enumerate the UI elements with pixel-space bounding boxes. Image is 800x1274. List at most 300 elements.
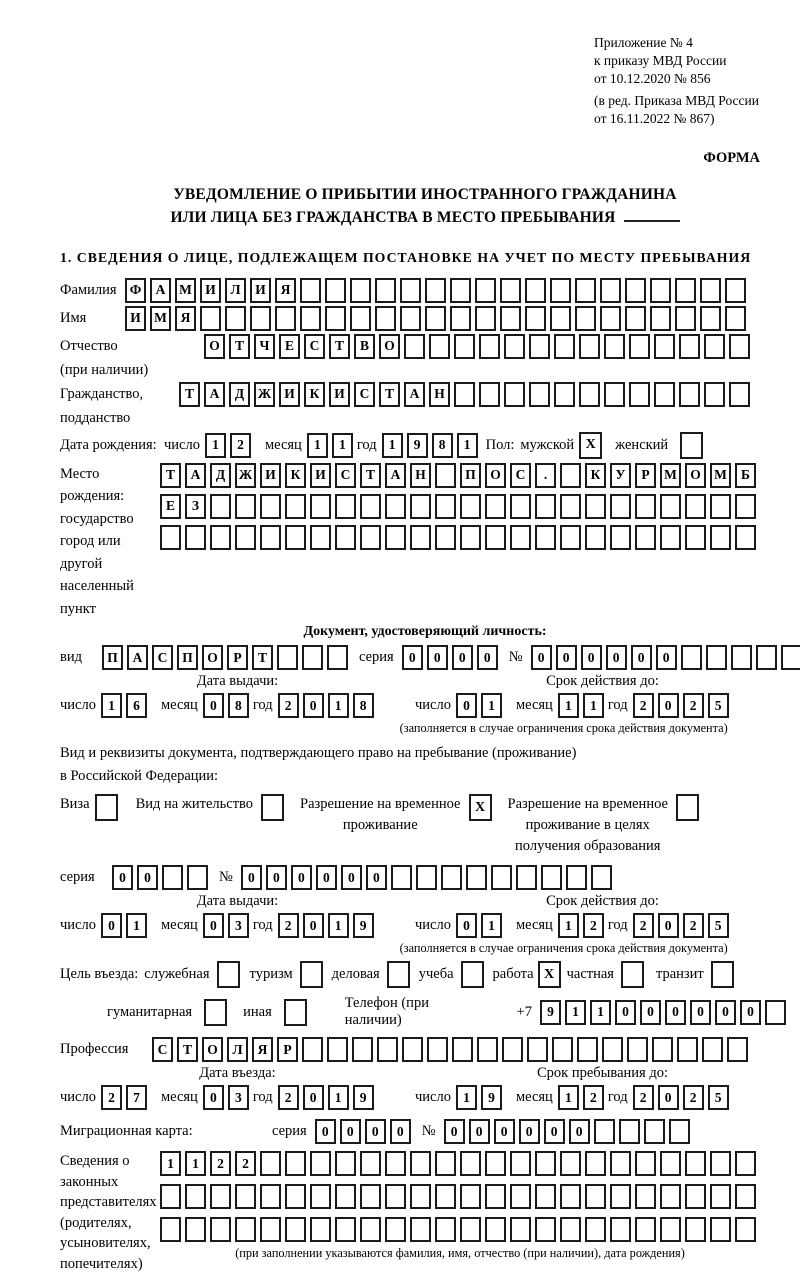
char-box[interactable]: Д	[210, 463, 231, 488]
char-box[interactable]	[704, 334, 725, 359]
char-box[interactable]: 2	[235, 1151, 256, 1176]
char-box[interactable]: 0	[456, 693, 477, 718]
char-box[interactable]	[485, 1217, 506, 1242]
char-box[interactable]	[660, 1217, 681, 1242]
char-box[interactable]: З	[185, 494, 206, 519]
char-box[interactable]: 1	[307, 433, 328, 458]
char-box[interactable]: 7	[126, 1085, 147, 1110]
char-box[interactable]	[560, 1184, 581, 1209]
purpose-tourism-checkbox[interactable]	[300, 961, 323, 988]
char-box[interactable]: Л	[225, 278, 246, 303]
char-box[interactable]: 2	[210, 1151, 231, 1176]
char-box[interactable]	[260, 1217, 281, 1242]
char-box[interactable]	[391, 865, 412, 890]
char-box[interactable]	[450, 306, 471, 331]
char-box[interactable]: О	[202, 1037, 223, 1062]
char-box[interactable]: 1	[481, 693, 502, 718]
char-box[interactable]	[425, 306, 446, 331]
char-box[interactable]	[400, 306, 421, 331]
char-box[interactable]	[160, 525, 181, 550]
char-box[interactable]	[652, 1037, 673, 1062]
char-box[interactable]: 0	[316, 865, 337, 890]
char-box[interactable]	[352, 1037, 373, 1062]
char-box[interactable]	[225, 306, 246, 331]
char-box[interactable]	[502, 1037, 523, 1062]
char-box[interactable]: 8	[353, 693, 374, 718]
char-box[interactable]	[535, 525, 556, 550]
char-box[interactable]: 0	[341, 865, 362, 890]
char-box[interactable]	[635, 525, 656, 550]
purpose-official-checkbox[interactable]	[217, 961, 240, 988]
char-box[interactable]	[604, 382, 625, 407]
char-box[interactable]	[660, 525, 681, 550]
char-box[interactable]	[600, 306, 621, 331]
char-box[interactable]	[327, 645, 348, 670]
char-box[interactable]	[660, 1184, 681, 1209]
char-box[interactable]	[629, 334, 650, 359]
purpose-humanitarian-checkbox[interactable]	[204, 999, 227, 1026]
temp-residence-education-checkbox[interactable]	[676, 794, 699, 821]
char-box[interactable]	[550, 306, 571, 331]
char-box[interactable]	[450, 278, 471, 303]
char-box[interactable]	[377, 1037, 398, 1062]
char-box[interactable]	[602, 1037, 623, 1062]
char-box[interactable]: 0	[137, 865, 158, 890]
char-box[interactable]	[300, 278, 321, 303]
char-box[interactable]	[185, 525, 206, 550]
char-box[interactable]	[700, 306, 721, 331]
char-box[interactable]	[335, 1151, 356, 1176]
char-box[interactable]	[375, 306, 396, 331]
char-box[interactable]: 0	[456, 913, 477, 938]
char-box[interactable]: 9	[353, 1085, 374, 1110]
char-box[interactable]: Ф	[125, 278, 146, 303]
char-box[interactable]	[404, 334, 425, 359]
char-box[interactable]: 0	[531, 645, 552, 670]
char-box[interactable]	[510, 1151, 531, 1176]
char-box[interactable]	[160, 1217, 181, 1242]
char-box[interactable]	[235, 1184, 256, 1209]
purpose-other-checkbox[interactable]	[284, 999, 307, 1026]
char-box[interactable]: Т	[179, 382, 200, 407]
char-box[interactable]	[635, 494, 656, 519]
char-box[interactable]	[541, 865, 562, 890]
char-box[interactable]: 0	[203, 693, 224, 718]
char-box[interactable]	[660, 494, 681, 519]
char-box[interactable]: 0	[658, 693, 679, 718]
char-box[interactable]: 0	[469, 1119, 490, 1144]
char-box[interactable]	[554, 382, 575, 407]
char-box[interactable]: М	[175, 278, 196, 303]
char-box[interactable]	[731, 645, 752, 670]
char-box[interactable]: Н	[410, 463, 431, 488]
char-box[interactable]	[277, 645, 298, 670]
char-box[interactable]	[504, 334, 525, 359]
char-box[interactable]: А	[404, 382, 425, 407]
char-box[interactable]	[644, 1119, 665, 1144]
char-box[interactable]: 0	[452, 645, 473, 670]
char-box[interactable]: 2	[633, 1085, 654, 1110]
char-box[interactable]	[685, 525, 706, 550]
char-box[interactable]: 0	[303, 693, 324, 718]
char-box[interactable]	[685, 494, 706, 519]
char-box[interactable]	[185, 1217, 206, 1242]
char-box[interactable]	[350, 306, 371, 331]
char-box[interactable]: 0	[315, 1119, 336, 1144]
char-box[interactable]: И	[310, 463, 331, 488]
char-box[interactable]	[485, 1184, 506, 1209]
char-box[interactable]	[460, 525, 481, 550]
char-box[interactable]	[460, 1217, 481, 1242]
char-box[interactable]	[700, 278, 721, 303]
char-box[interactable]	[654, 382, 675, 407]
char-box[interactable]	[187, 865, 208, 890]
char-box[interactable]	[585, 494, 606, 519]
char-box[interactable]	[360, 494, 381, 519]
char-box[interactable]: И	[250, 278, 271, 303]
char-box[interactable]	[500, 278, 521, 303]
char-box[interactable]	[735, 1217, 756, 1242]
char-box[interactable]	[702, 1037, 723, 1062]
char-box[interactable]: 1	[332, 433, 353, 458]
char-box[interactable]: С	[354, 382, 375, 407]
char-box[interactable]: 0	[303, 913, 324, 938]
char-box[interactable]	[650, 278, 671, 303]
char-box[interactable]	[510, 494, 531, 519]
char-box[interactable]: 3	[228, 913, 249, 938]
char-box[interactable]: Р	[635, 463, 656, 488]
char-box[interactable]	[302, 645, 323, 670]
char-box[interactable]	[385, 525, 406, 550]
char-box[interactable]: Ж	[254, 382, 275, 407]
char-box[interactable]	[160, 1184, 181, 1209]
char-box[interactable]	[375, 278, 396, 303]
char-box[interactable]	[552, 1037, 573, 1062]
char-box[interactable]	[425, 278, 446, 303]
char-box[interactable]: 1	[185, 1151, 206, 1176]
char-box[interactable]	[625, 278, 646, 303]
char-box[interactable]: 0	[427, 645, 448, 670]
char-box[interactable]	[260, 494, 281, 519]
char-box[interactable]	[410, 1217, 431, 1242]
char-box[interactable]	[725, 306, 746, 331]
char-box[interactable]	[681, 645, 702, 670]
char-box[interactable]	[335, 1217, 356, 1242]
char-box[interactable]	[504, 382, 525, 407]
char-box[interactable]: 0	[494, 1119, 515, 1144]
char-box[interactable]	[650, 306, 671, 331]
char-box[interactable]: 2	[683, 693, 704, 718]
char-box[interactable]: Л	[227, 1037, 248, 1062]
char-box[interactable]	[385, 494, 406, 519]
char-box[interactable]	[479, 382, 500, 407]
char-box[interactable]	[660, 1151, 681, 1176]
char-box[interactable]	[460, 494, 481, 519]
char-box[interactable]: 0	[365, 1119, 386, 1144]
char-box[interactable]	[610, 494, 631, 519]
char-box[interactable]	[460, 1151, 481, 1176]
char-box[interactable]: Т	[229, 334, 250, 359]
char-box[interactable]: П	[102, 645, 123, 670]
char-box[interactable]: Д	[229, 382, 250, 407]
char-box[interactable]	[260, 525, 281, 550]
char-box[interactable]: Я	[252, 1037, 273, 1062]
char-box[interactable]	[475, 278, 496, 303]
char-box[interactable]: 1	[328, 693, 349, 718]
char-box[interactable]: Б	[735, 463, 756, 488]
char-box[interactable]	[435, 1217, 456, 1242]
char-box[interactable]: К	[585, 463, 606, 488]
char-box[interactable]	[500, 306, 521, 331]
char-box[interactable]	[585, 525, 606, 550]
char-box[interactable]	[510, 1217, 531, 1242]
char-box[interactable]: 1	[328, 913, 349, 938]
char-box[interactable]: 5	[708, 1085, 729, 1110]
char-box[interactable]	[710, 525, 731, 550]
char-box[interactable]	[285, 494, 306, 519]
purpose-work-checkbox[interactable]: X	[538, 961, 561, 988]
char-box[interactable]	[685, 1217, 706, 1242]
char-box[interactable]	[485, 494, 506, 519]
char-box[interactable]	[629, 382, 650, 407]
char-box[interactable]: Н	[429, 382, 450, 407]
char-box[interactable]	[619, 1119, 640, 1144]
char-box[interactable]: 1	[590, 1000, 611, 1025]
char-box[interactable]	[560, 1217, 581, 1242]
char-box[interactable]	[535, 1184, 556, 1209]
char-box[interactable]	[566, 865, 587, 890]
purpose-transit-checkbox[interactable]	[711, 961, 734, 988]
char-box[interactable]	[400, 278, 421, 303]
char-box[interactable]	[335, 525, 356, 550]
char-box[interactable]: 1	[565, 1000, 586, 1025]
char-box[interactable]: 1	[558, 913, 579, 938]
char-box[interactable]	[781, 645, 800, 670]
char-box[interactable]: А	[127, 645, 148, 670]
char-box[interactable]	[385, 1217, 406, 1242]
char-box[interactable]	[410, 494, 431, 519]
char-box[interactable]: 1	[382, 433, 403, 458]
char-box[interactable]	[735, 1184, 756, 1209]
char-box[interactable]	[610, 1151, 631, 1176]
char-box[interactable]: 6	[126, 693, 147, 718]
char-box[interactable]	[335, 494, 356, 519]
char-box[interactable]: П	[177, 645, 198, 670]
char-box[interactable]: Т	[329, 334, 350, 359]
char-box[interactable]	[535, 1151, 556, 1176]
char-box[interactable]	[510, 1184, 531, 1209]
char-box[interactable]	[360, 1151, 381, 1176]
char-box[interactable]	[727, 1037, 748, 1062]
char-box[interactable]	[594, 1119, 615, 1144]
char-box[interactable]	[535, 1217, 556, 1242]
char-box[interactable]: 8	[432, 433, 453, 458]
char-box[interactable]	[706, 645, 727, 670]
char-box[interactable]: 0	[340, 1119, 361, 1144]
char-box[interactable]	[410, 525, 431, 550]
char-box[interactable]: У	[610, 463, 631, 488]
char-box[interactable]: И	[329, 382, 350, 407]
char-box[interactable]	[210, 494, 231, 519]
char-box[interactable]	[604, 334, 625, 359]
char-box[interactable]	[385, 1184, 406, 1209]
char-box[interactable]	[560, 494, 581, 519]
char-box[interactable]: 0	[101, 913, 122, 938]
char-box[interactable]	[185, 1184, 206, 1209]
char-box[interactable]	[260, 1184, 281, 1209]
char-box[interactable]	[710, 1217, 731, 1242]
char-box[interactable]: 9	[540, 1000, 561, 1025]
char-box[interactable]: 9	[407, 433, 428, 458]
char-box[interactable]: Я	[275, 278, 296, 303]
char-box[interactable]	[679, 334, 700, 359]
char-box[interactable]	[669, 1119, 690, 1144]
char-box[interactable]	[325, 278, 346, 303]
char-box[interactable]: 0	[556, 645, 577, 670]
visa-checkbox[interactable]	[95, 794, 118, 821]
char-box[interactable]: Ж	[235, 463, 256, 488]
char-box[interactable]: 0	[477, 645, 498, 670]
char-box[interactable]	[675, 278, 696, 303]
char-box[interactable]	[575, 306, 596, 331]
char-box[interactable]: 0	[658, 1085, 679, 1110]
char-box[interactable]	[685, 1184, 706, 1209]
char-box[interactable]	[441, 865, 462, 890]
char-box[interactable]: 0	[112, 865, 133, 890]
char-box[interactable]	[579, 382, 600, 407]
char-box[interactable]: 1	[583, 693, 604, 718]
char-box[interactable]	[677, 1037, 698, 1062]
char-box[interactable]	[310, 525, 331, 550]
char-box[interactable]	[460, 1184, 481, 1209]
char-box[interactable]	[427, 1037, 448, 1062]
char-box[interactable]	[529, 334, 550, 359]
char-box[interactable]	[560, 463, 581, 488]
char-box[interactable]: Т	[177, 1037, 198, 1062]
purpose-business-checkbox[interactable]	[387, 961, 410, 988]
char-box[interactable]: 1	[205, 433, 226, 458]
char-box[interactable]: И	[200, 278, 221, 303]
char-box[interactable]	[525, 306, 546, 331]
char-box[interactable]	[627, 1037, 648, 1062]
char-box[interactable]: П	[460, 463, 481, 488]
char-box[interactable]	[710, 1151, 731, 1176]
char-box[interactable]	[302, 1037, 323, 1062]
char-box[interactable]: 9	[353, 913, 374, 938]
char-box[interactable]	[210, 1184, 231, 1209]
char-box[interactable]	[454, 334, 475, 359]
char-box[interactable]	[466, 865, 487, 890]
char-box[interactable]	[550, 278, 571, 303]
char-box[interactable]	[410, 1184, 431, 1209]
char-box[interactable]: 5	[708, 693, 729, 718]
char-box[interactable]: 0	[241, 865, 262, 890]
char-box[interactable]: О	[202, 645, 223, 670]
char-box[interactable]	[591, 865, 612, 890]
char-box[interactable]	[310, 1217, 331, 1242]
char-box[interactable]: 0	[569, 1119, 590, 1144]
char-box[interactable]: 1	[328, 1085, 349, 1110]
char-box[interactable]: С	[152, 1037, 173, 1062]
char-box[interactable]	[452, 1037, 473, 1062]
char-box[interactable]	[575, 278, 596, 303]
char-box[interactable]	[560, 1151, 581, 1176]
char-box[interactable]	[435, 1151, 456, 1176]
char-box[interactable]	[435, 525, 456, 550]
char-box[interactable]	[300, 306, 321, 331]
char-box[interactable]: О	[204, 334, 225, 359]
char-box[interactable]	[416, 865, 437, 890]
char-box[interactable]	[162, 865, 183, 890]
char-box[interactable]	[310, 1184, 331, 1209]
char-box[interactable]	[429, 334, 450, 359]
char-box[interactable]	[735, 494, 756, 519]
char-box[interactable]	[765, 1000, 786, 1025]
char-box[interactable]: М	[150, 306, 171, 331]
char-box[interactable]: О	[379, 334, 400, 359]
char-box[interactable]: 1	[457, 433, 478, 458]
char-box[interactable]	[610, 525, 631, 550]
char-box[interactable]	[679, 382, 700, 407]
char-box[interactable]: Р	[277, 1037, 298, 1062]
char-box[interactable]	[610, 1217, 631, 1242]
char-box[interactable]: Ч	[254, 334, 275, 359]
char-box[interactable]	[554, 334, 575, 359]
char-box[interactable]	[385, 1151, 406, 1176]
sex-male-checkbox[interactable]: X	[579, 432, 602, 459]
char-box[interactable]: 0	[656, 645, 677, 670]
char-box[interactable]	[729, 382, 750, 407]
char-box[interactable]: И	[279, 382, 300, 407]
char-box[interactable]: 2	[633, 913, 654, 938]
char-box[interactable]	[685, 1151, 706, 1176]
char-box[interactable]	[485, 525, 506, 550]
char-box[interactable]	[477, 1037, 498, 1062]
char-box[interactable]	[735, 1151, 756, 1176]
char-box[interactable]: Е	[160, 494, 181, 519]
char-box[interactable]: С	[152, 645, 173, 670]
char-box[interactable]: 0	[658, 913, 679, 938]
char-box[interactable]	[600, 278, 621, 303]
char-box[interactable]: 0	[203, 1085, 224, 1110]
char-box[interactable]: И	[125, 306, 146, 331]
char-box[interactable]	[710, 494, 731, 519]
char-box[interactable]	[704, 382, 725, 407]
char-box[interactable]: 0	[606, 645, 627, 670]
char-box[interactable]	[310, 494, 331, 519]
char-box[interactable]: 0	[519, 1119, 540, 1144]
char-box[interactable]	[527, 1037, 548, 1062]
char-box[interactable]: 1	[558, 1085, 579, 1110]
char-box[interactable]: О	[685, 463, 706, 488]
char-box[interactable]: С	[304, 334, 325, 359]
char-box[interactable]: 0	[203, 913, 224, 938]
char-box[interactable]	[729, 334, 750, 359]
char-box[interactable]	[210, 525, 231, 550]
char-box[interactable]	[335, 1184, 356, 1209]
char-box[interactable]	[585, 1151, 606, 1176]
char-box[interactable]	[579, 334, 600, 359]
char-box[interactable]	[410, 1151, 431, 1176]
char-box[interactable]	[235, 525, 256, 550]
char-box[interactable]: 2	[278, 693, 299, 718]
purpose-private-checkbox[interactable]	[621, 961, 644, 988]
char-box[interactable]: 0	[444, 1119, 465, 1144]
char-box[interactable]: О	[485, 463, 506, 488]
char-box[interactable]	[635, 1151, 656, 1176]
char-box[interactable]: 0	[402, 645, 423, 670]
char-box[interactable]: К	[285, 463, 306, 488]
